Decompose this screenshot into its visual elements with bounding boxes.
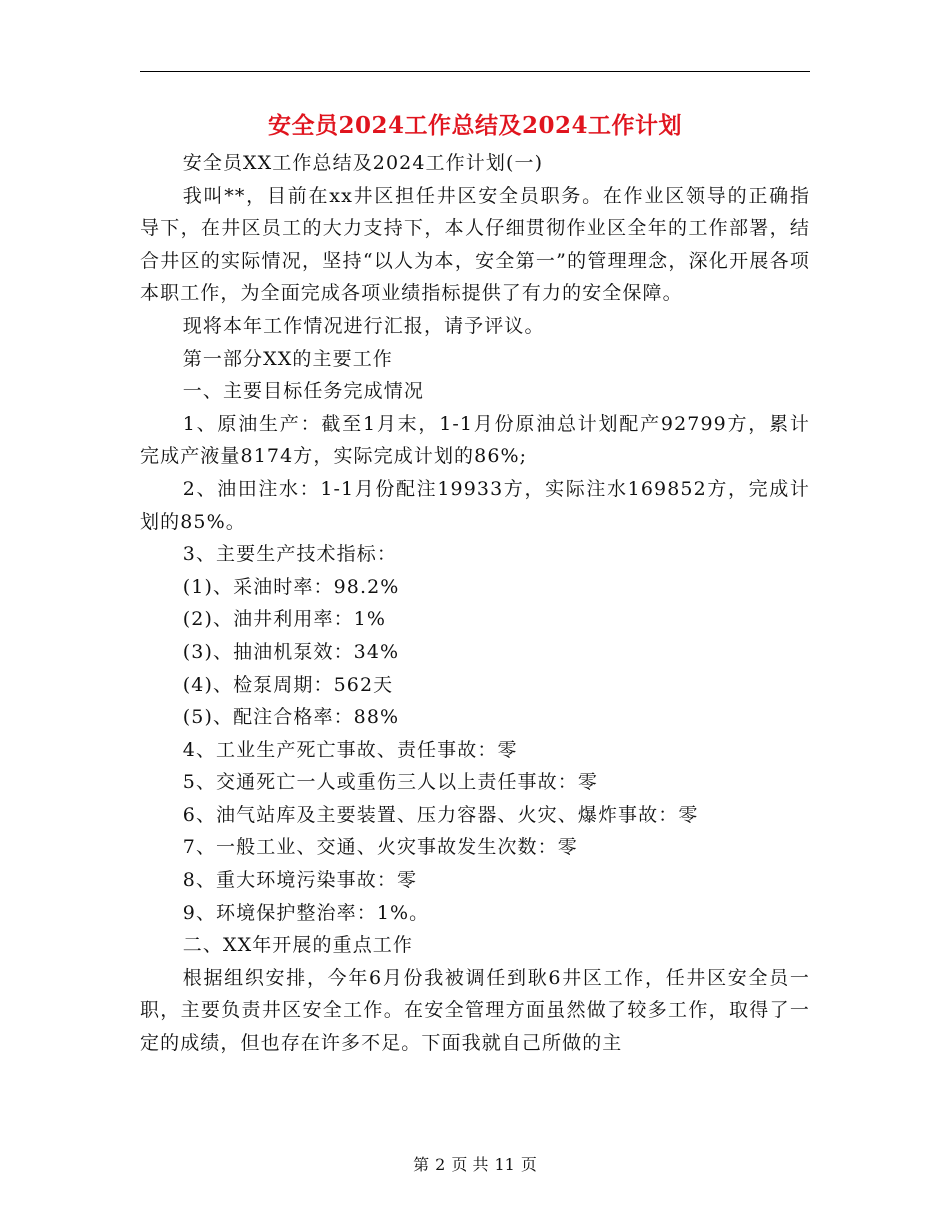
paragraph: 根据组织安排，今年6月份我被调任到耿6井区工作，任井区安全员一职，主要负责井区安全工作。在安全管理方面虽然做了较多工作，取得了一定的成绩，但也存在许多不足。下面我就自己所做的主	[140, 966, 810, 1055]
footer-middle: 页 共	[451, 1155, 489, 1174]
document-title: 安全员2024工作总结及2024工作计划	[267, 112, 683, 139]
document-body	[140, 147, 810, 1060]
paragraph: (5)、配注合格率：88%	[182, 706, 400, 729]
paragraph: 6、油气站库及主要装置、压力容器、火灾、爆炸事故：零	[182, 803, 699, 826]
paragraph: 5、交通死亡一人或重伤三人以上责任事故：零	[182, 771, 598, 794]
paragraph: 我叫**，目前在xx井区担任井区安全员职务。在作业区领导的正确指导下，在井区员工的大力支持下，本人仔细贯彻作业区全年的工作部署，结合井区的实际情况，坚持“以人为本，安全第一”的管理理念，深化开展各项本职工作，为全面完成各项业绩指标提供了有力的安全保障。	[140, 184, 810, 305]
paragraph: 一、主要目标任务完成情况	[182, 380, 424, 403]
page-footer	[0, 1151, 950, 1179]
paragraph: 9、环境保护整治率：1%。	[182, 901, 430, 924]
footer-total-pages: 11	[494, 1155, 515, 1174]
paragraph: 1、原油生产：截至1月末，1-1月份原油总计划配产92799方，累计完成产液量8174方，实际完成计划的86%;	[140, 412, 810, 468]
footer-page-number: 2	[435, 1155, 446, 1174]
paragraph: (3)、抽油机泵效：34%	[182, 640, 400, 663]
paragraph: (4)、检泵周期：562天	[182, 673, 394, 696]
header-rule	[140, 71, 810, 72]
paragraph: 7、一般工业、交通、火灾事故发生次数：零	[182, 836, 578, 859]
paragraph: (1)、采油时率：98.2%	[182, 575, 400, 598]
paragraph: 二、XX年开展的重点工作	[182, 934, 414, 957]
paragraph: (2)、油井利用率：1%	[182, 608, 387, 631]
paragraph: 8、重大环境污染事故：零	[182, 869, 418, 892]
paragraph: 3、主要生产技术指标：	[182, 543, 397, 566]
paragraph: 第一部分XX的主要工作	[182, 347, 393, 370]
footer-suffix: 页	[520, 1155, 537, 1174]
paragraph: 现将本年工作情况进行汇报，请予评议。	[182, 314, 545, 337]
footer-prefix: 第	[413, 1155, 430, 1174]
paragraph: 4、工业生产死亡事故、责任事故：零	[182, 738, 518, 761]
paragraph: 2、油田注水：1-1月份配注19933方，实际注水169852方，完成计划的85%。	[140, 477, 810, 533]
paragraph: 安全员XX工作总结及2024工作计划(一)	[182, 152, 544, 174]
